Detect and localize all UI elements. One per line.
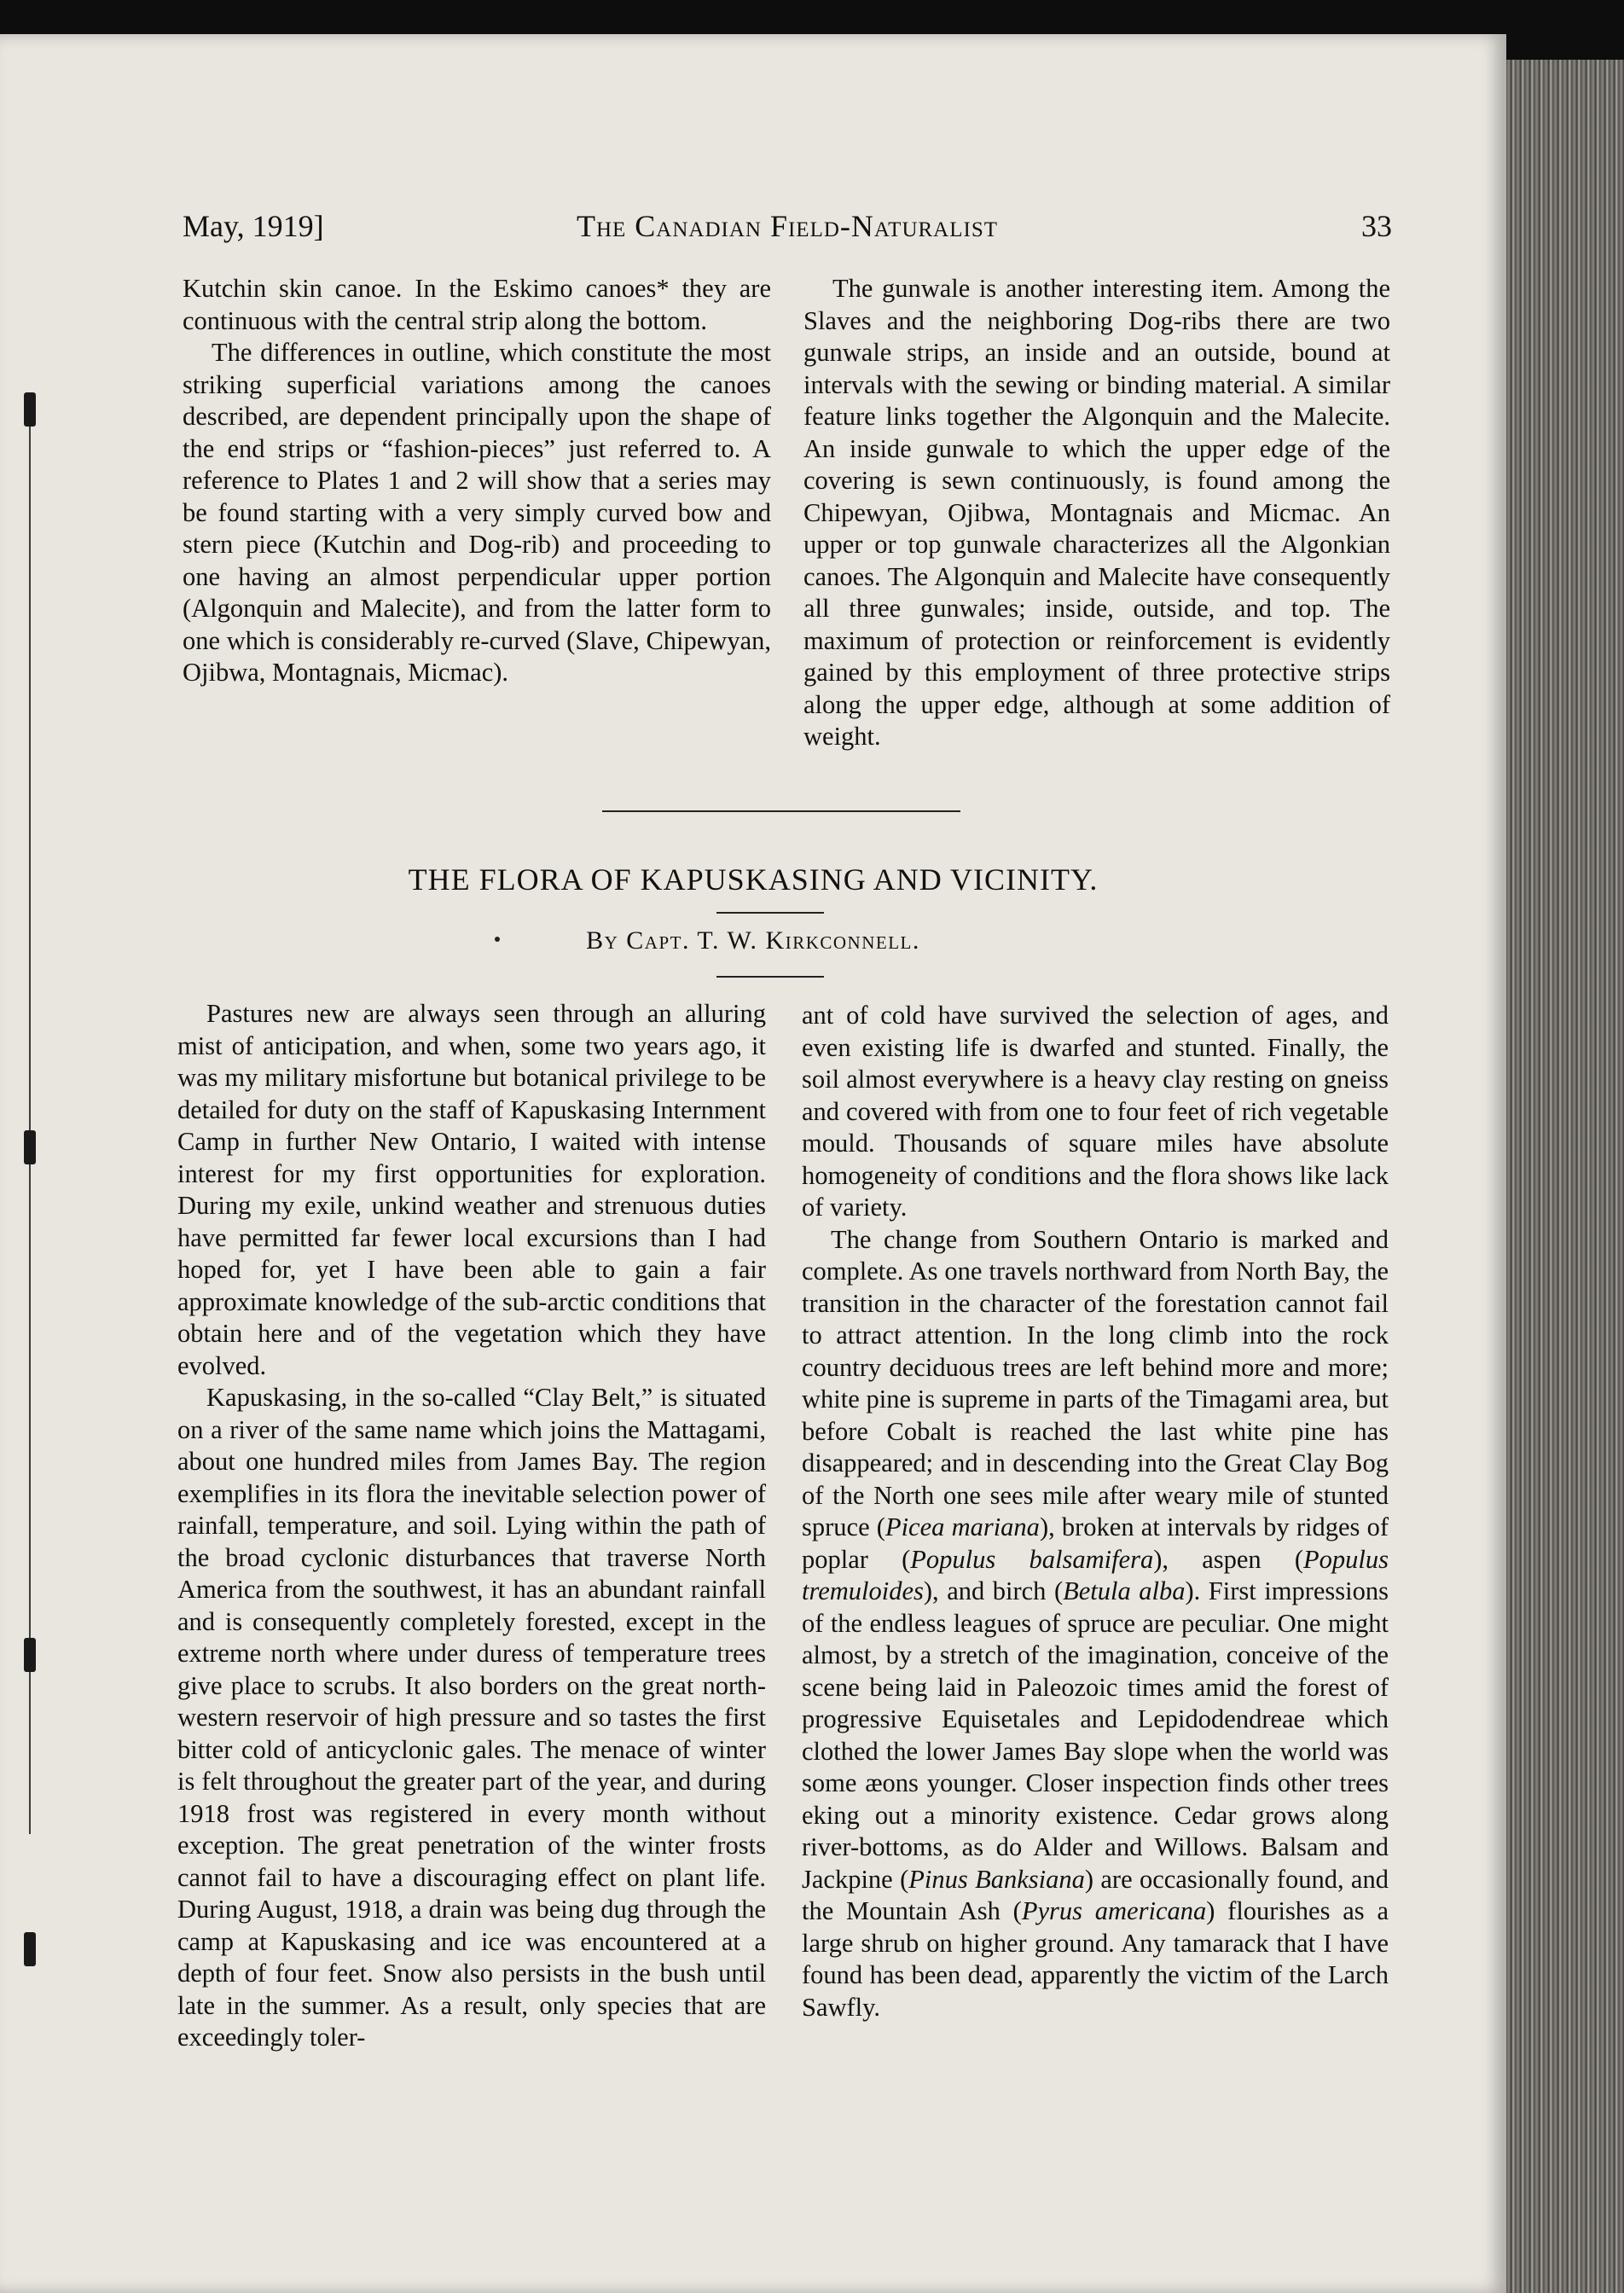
header-date: May, 1919] xyxy=(183,209,324,243)
column-upper-right xyxy=(803,273,1390,753)
binding-stitch xyxy=(24,1130,36,1164)
binding-stitch xyxy=(24,392,36,427)
paragraph: Kutchin skin canoe. In the Eskimo canoes* they are continuous with the central strip along the bottom. xyxy=(183,274,771,335)
paragraph: Kapuskasing, in the so-called “Clay Belt,” is situated on a river of the same name which joins the Mattagami, about one hundred miles from James Bay. The region exemplifies in its flora the inevitable selection power of rainfall, temperature, and soil. Lying within the path of the broad cyclonic disturbances that traverse North America from the southwest, it has an abundant rainfall and is consequently completely forested, except in the extreme north where under duress of temperature trees give place to scrubs. It also borders on the great north-western reservoir of high pressure and so tastes the first bitter cold of anticyclonic gales. The menace of winter is felt throughout the greater part of the year, and during 1918 frost was registered in every month without exception. The great penetration of the winter frosts cannot fail to have a discouraging effect on plant life. During August, 1918, a drain was being dug through the camp at Kapuskasing and ice was encountered at a depth of four feet. Snow also persists in the bush until late in the summer. As a result, only species that are exceedingly toler- xyxy=(177,1383,766,2052)
column-upper-left xyxy=(183,273,771,689)
paragraph: The differences in outline, which constitute the most striking superficial variations among the canoes described, are dependent principally upon the shape of the end strips or “fashion-pieces” just referred to. A reference to Plates 1 and 2 will show that a series may be found starting with a very simply curved bow and stern piece (Kutchin and Dog-rib) and proceeding to one having an almost perpendicular upper portion (Algonquin and Malecite), and from the latter form to one which is considerably re-curved (Slave, Chipewyan, Ojibwa, Montagnais, Micmac). xyxy=(183,338,771,687)
paragraph: The change from Southern Ontario is marked and complete. As one travels northward from North Bay, the transition in the character of the forestation cannot fail to attract attention. In the long climb into the rock country deciduous trees are left behind more and more; white pine is supreme in parts of the Timagami area, but before Cobalt is reached the last white pine has disappeared; and in descending into the Great Clay Bog of the North one sees mile after weary mile of stunted spruce (Picea mariana), broken at intervals by ridges of poplar (Populus balsamifera), aspen (Populus tremuloides), and birch (Betula alba). First impressions of the endless leagues of spruce are peculiar. One might almost, by a stretch of the imagination, conceive of the scene being laid in Paleozoic times amid the forest of progressive Equisetales and Lepidodendreae which clothed the lower James Bay slope when the world was some æons younger. Closer inspection finds other trees eking out a minority existence. Cedar grows along river-bottoms, as do Alder and Willows. Balsam and Jackpine (Pinus Banksiana) are occasionally found, and the Mountain Ash (Pyrus americana) flourishes as a large shrub on higher ground. Any tamarack that I have found has been dead, apparently the victim of the Larch Sawfly. xyxy=(802,1224,1389,2022)
article-title: THE FLORA OF KAPUSKASING AND VICINITY. xyxy=(408,862,1099,897)
page-number: 33 xyxy=(1361,209,1392,243)
binding-thread xyxy=(29,401,31,1834)
paragraph: ant of cold have survived the selection of ages, and even existing life is dwarfed and stunted. Finally, the soil almost everywhere is a heavy clay resting on gneiss and covered with from one to four feet of rich vegetable mould. Thousands of square miles have absolute homogeneity of conditions and the flora shows like lack of variety. xyxy=(802,1001,1389,1222)
paragraph: The gunwale is another interesting item. Among the Slaves and the neighboring Dog-ribs there are two gunwale strips, an inside and an outside, bound at intervals with the sewing or binding material. A similar feature links together the Algonquin and the Malecite. An inside gunwale to which the upper edge of the covering is sewn continuously, is found among the Chipewyan, Ojibwa, Montagnais and Micmac. An upper or top gunwale characterizes all the Algonkian canoes. The Algonquin and Malecite have consequently all three gunwales; inside, outside, and top. The maximum of protection or reinforcement is evidently gained by this employment of three protective strips along the upper edge, although at some addition of weight. xyxy=(803,274,1390,751)
header-journal-title: The Canadian Field-Naturalist xyxy=(576,209,998,243)
article-byline: By Capt. T. W. Kirkconnell. xyxy=(586,926,920,955)
paragraph: Pastures new are always seen through an alluring mist of anticipation, and when, some two years ago, it was my military misfortune but botanical privilege to be detailed for duty on the staff of Kapuskasing Internment Camp in further New Ontario, I waited with intense interest for my first opportunities for exploration. During my exile, unkind weather and strenuous duties have permitted far fewer local excursions than I had hoped for, yet I have been able to gain a fair approximate knowledge of the sub-arctic conditions that obtain here and of the vegetation which they have evolved. xyxy=(177,999,766,1380)
title-underline xyxy=(716,912,824,914)
binding-stitch xyxy=(24,1932,36,1966)
section-divider xyxy=(602,810,960,812)
column-lower-right xyxy=(802,1000,1389,2023)
column-lower-left xyxy=(177,998,766,2054)
running-header xyxy=(183,208,1392,246)
byline-underline xyxy=(716,976,824,978)
binding-stitch xyxy=(24,1638,36,1672)
page-edges xyxy=(1506,60,1624,2293)
